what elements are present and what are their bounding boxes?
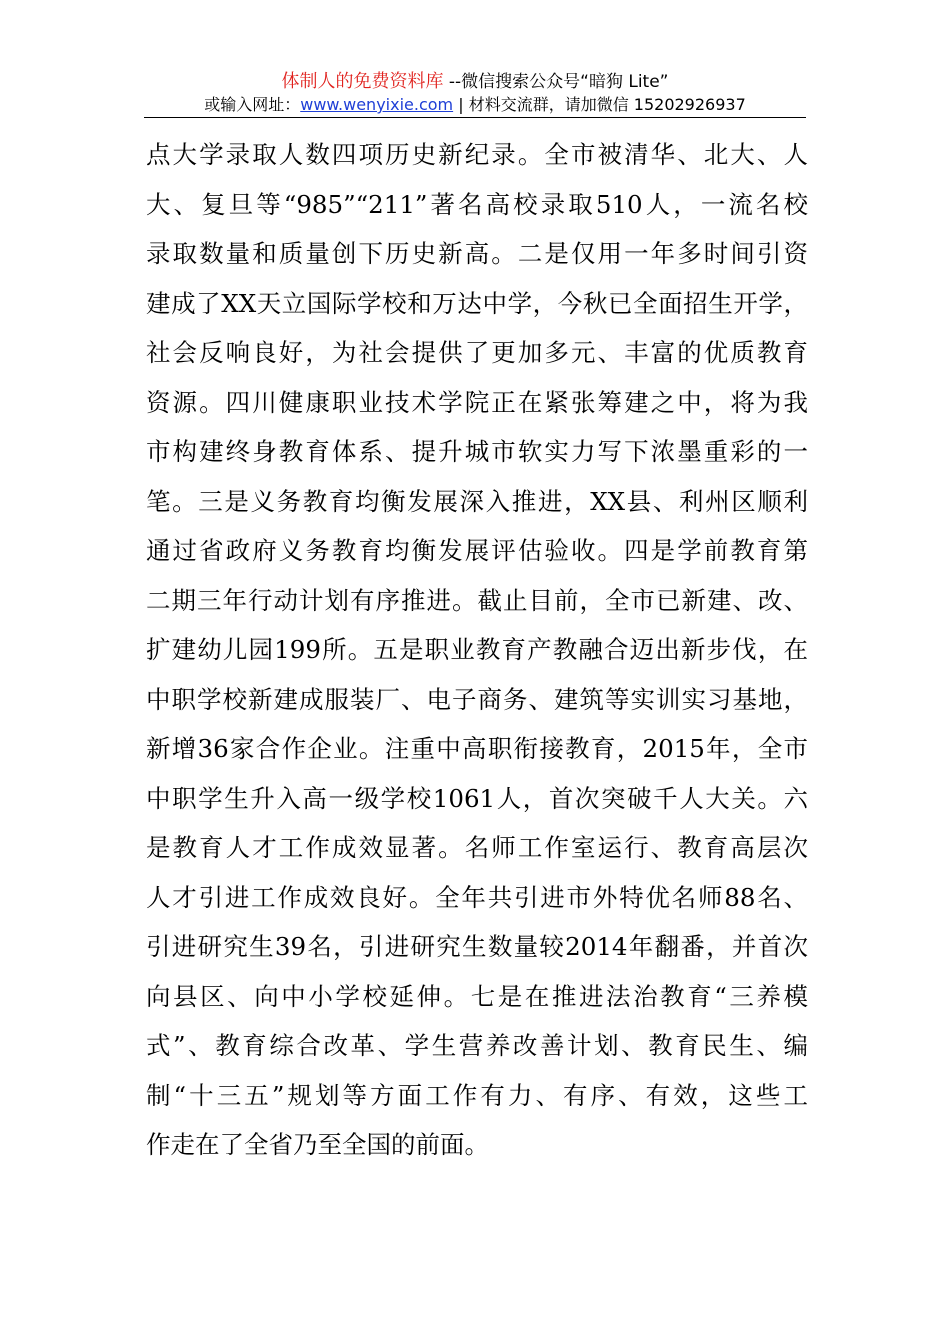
body-line: 新增36家合作企业。注重中高职衔接教育，2015年，全市 bbox=[146, 734, 808, 763]
body-line: 引进研究生39名，引进研究生数量较2014年翻番，并首次 bbox=[146, 932, 808, 961]
body-line: 大、复旦等“985”“211”著名高校录取510人，一流名校 bbox=[146, 189, 808, 219]
body-line: 扩建幼儿园199所。五是职业教育产教融合迈出新步伐，在 bbox=[146, 635, 808, 664]
header-divider bbox=[144, 117, 806, 118]
body-line: 通过省政府义务教育均衡发展评估验收。四是学前教育第 bbox=[146, 536, 808, 565]
body-line: 资源。四川健康职业技术学院正在紧张筹建之中，将为我 bbox=[146, 387, 808, 417]
body-line: 笔。三是义务教育均衡发展深入推进，XX县、利州区顺利 bbox=[146, 486, 808, 516]
body-line: 式”、教育综合改革、学生营养改善计划、教育民生、编 bbox=[146, 1031, 808, 1060]
body-line: 是教育人才工作成效显著。名师工作室运行、教育高层次 bbox=[146, 833, 808, 862]
body-line: 建成了XX天立国际学校和万达中学，今秋已全面招生开学， bbox=[146, 288, 808, 318]
body-line: 录取数量和质量创下历史新高。二是仅用一年多时间引资 bbox=[146, 239, 808, 268]
wechat-note: --微信搜索公众号“暗狗 Lite” bbox=[443, 72, 669, 92]
url-prefix: 或输入网址： bbox=[204, 95, 301, 114]
page-header bbox=[0, 0, 950, 120]
body-line: 作走在了全省乃至全国的前面。 bbox=[146, 1130, 489, 1159]
website-link[interactable]: www.wenyixie.com bbox=[300, 95, 454, 114]
body-line: 向县区、向中小学校延伸。七是在推进法治教育“三养模 bbox=[146, 981, 808, 1011]
document-body bbox=[146, 130, 808, 1170]
header-title-line bbox=[0, 72, 950, 92]
header-contact-line bbox=[0, 95, 950, 115]
body-line: 中职学生升入高一级学校1061人，首次突破千人大关。六 bbox=[146, 783, 808, 813]
body-line: 点大学录取人数四项历史新纪录。全市被清华、北大、人 bbox=[146, 140, 808, 169]
body-line: 中职学校新建成服装厂、电子商务、建筑等实训实习基地， bbox=[146, 684, 808, 714]
contact-info: | 材料交流群，请加微信 15202926937 bbox=[453, 95, 746, 114]
body-line: 人才引进工作成效良好。全年共引进市外特优名师88名、 bbox=[146, 882, 808, 912]
body-line: 社会反响良好，为社会提供了更加多元、丰富的优质教育 bbox=[146, 338, 808, 367]
body-line: 制“十三五”规划等方面工作有力、有序、有效，这些工 bbox=[146, 1080, 808, 1110]
body-line: 二期三年行动计划有序推进。截止目前，全市已新建、改、 bbox=[146, 585, 808, 615]
body-line: 市构建终身教育体系、提升城市软实力写下浓墨重彩的一 bbox=[146, 437, 808, 466]
brand-title: 体制人的免费资料库 bbox=[281, 71, 444, 92]
